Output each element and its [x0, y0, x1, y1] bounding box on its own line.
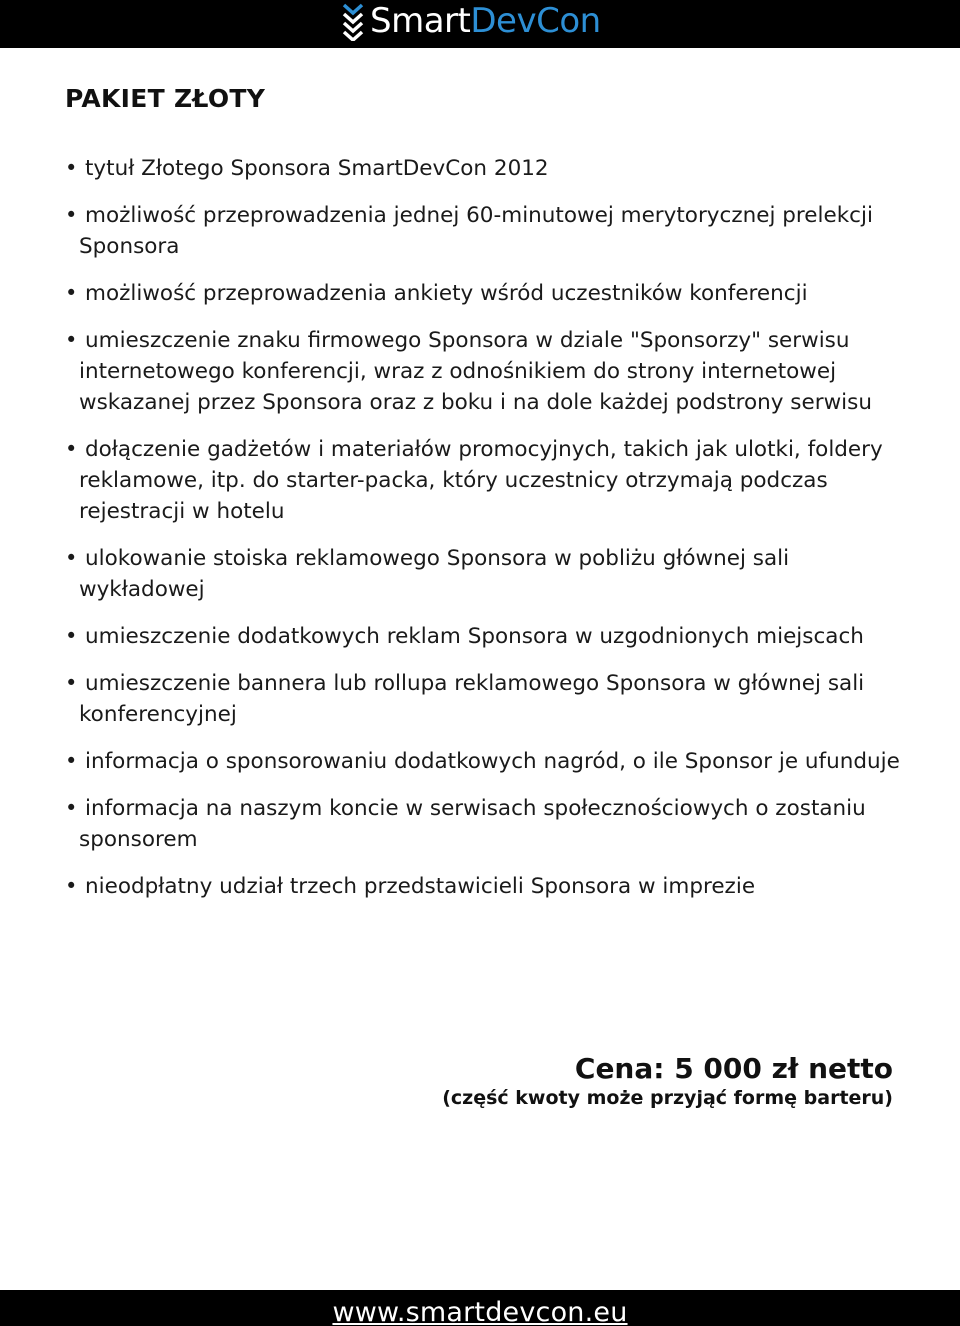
bullet-icon: •	[65, 749, 78, 773]
chevrons-down-icon	[340, 1, 366, 41]
list-item	[65, 153, 905, 184]
list-item-text: umieszczenie bannera lub rollupa reklamowego Sponsora w głównej sali konferencyjnej	[79, 671, 865, 727]
list-item	[65, 746, 905, 777]
top-bar	[0, 0, 960, 48]
price-note: (część kwoty może przyjąć formę barteru)	[442, 1087, 893, 1109]
list-item	[65, 434, 905, 527]
bullet-icon: •	[65, 546, 78, 570]
bullet-icon: •	[65, 328, 78, 352]
logo-text-smart: Smart	[370, 1, 471, 41]
bottom-bar	[0, 1290, 960, 1326]
bullet-icon: •	[65, 796, 78, 820]
bullet-icon: •	[65, 203, 78, 227]
list-item	[65, 543, 905, 605]
list-item-text: ulokowanie stoiska reklamowego Sponsora w pobliżu głównej sali wykładowej	[79, 546, 790, 602]
list-item-text: nieodpłatny udział trzech przedstawicieli Sponsora w imprezie	[85, 874, 756, 899]
list-item-text: informacja na naszym koncie w serwisach społecznościowych o zostaniu sponsorem	[79, 796, 866, 852]
bullet-icon: •	[65, 671, 78, 695]
logo-text	[370, 1, 601, 41]
bullet-icon: •	[65, 156, 78, 180]
benefit-list	[65, 153, 905, 918]
list-item-text: informacja o sponsorowaniu dodatkowych nagród, o ile Sponsor je ufunduje	[85, 749, 900, 774]
list-item	[65, 278, 905, 309]
list-item-text: tytuł Złotego Sponsora SmartDevCon 2012	[85, 156, 549, 181]
list-item	[65, 325, 905, 418]
bullet-icon: •	[65, 437, 78, 461]
list-item-text: umieszczenie dodatkowych reklam Sponsora w uzgodnionych miejscach	[85, 624, 864, 649]
price-block	[442, 1052, 893, 1110]
logo	[340, 0, 601, 42]
bullet-icon: •	[65, 281, 78, 305]
page-title: PAKIET ZŁOTY	[65, 84, 266, 113]
list-item	[65, 200, 905, 262]
list-item-text: dołączenie gadżetów i materiałów promocyjnych, takich jak ulotki, foldery reklamowe, itp. do starter-packa, który uczestnicy otrzymają podczas rejestracji w hotelu	[79, 437, 883, 524]
list-item	[65, 871, 905, 902]
price: Cena: 5 000 zł netto	[574, 1052, 893, 1085]
list-item	[65, 621, 905, 652]
website-link[interactable]: www.smartdevcon.eu	[332, 1297, 628, 1326]
list-item	[65, 668, 905, 730]
list-item-text: możliwość przeprowadzenia ankiety wśród uczestników konferencji	[85, 281, 808, 306]
logo-text-devcon: DevCon	[470, 1, 601, 41]
bullet-icon: •	[65, 874, 78, 898]
list-item	[65, 793, 905, 855]
list-item-text: umieszczenie znaku firmowego Sponsora w dziale "Sponsorzy" serwisu internetowego konferencji, wraz z odnośnikiem do strony internetowej wskazanej przez Sponsora oraz z boku i na dole każdej podstrony serwisu	[79, 328, 872, 415]
list-item-text: możliwość przeprowadzenia jednej 60-minutowej merytorycznej prelekcji Sponsora	[79, 203, 873, 259]
bullet-icon: •	[65, 624, 78, 648]
